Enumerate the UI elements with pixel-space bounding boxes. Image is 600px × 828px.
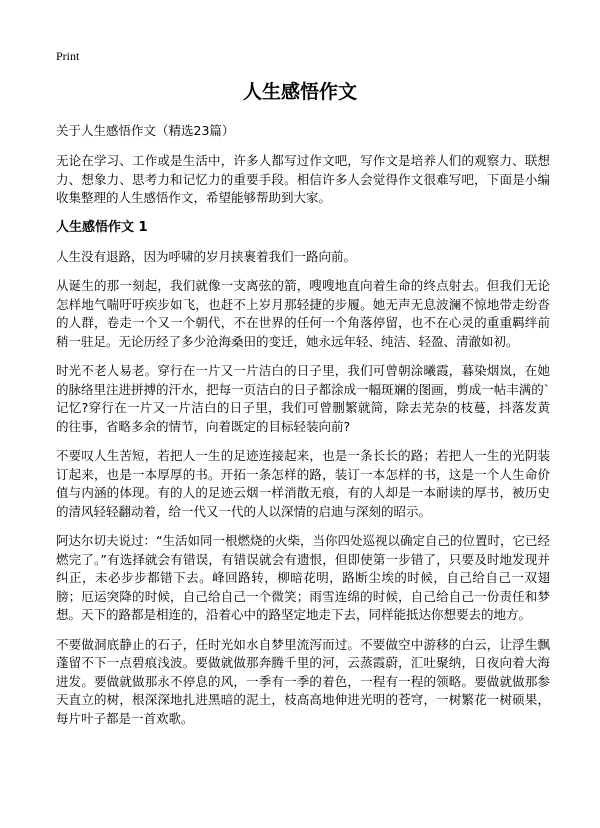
print-link[interactable]: Print [56, 49, 80, 63]
document-title: 人生感悟作文 [242, 81, 357, 103]
body-paragraph: 人生没有退路，因为呼啸的岁月挟裹着我们一路向前。 [56, 248, 357, 264]
document-body [56, 122, 550, 739]
body-paragraph: 从诞生的那一刻起，我们就像一支离弦的箭，嗖嗖地直向着生命的终点射去。但我们无论怎样地气喘吁吁疾步如飞，也赶不上岁月那轻捷的步履。她无声无息波澜不惊地带走纷沓的人群，卷走一个又一个朝代，不在世界的任何一个角落停留，也不在心灵的重重羁绊前稍一驻足。无论历经了多少沧海桑田的变迁，她永远年轻、纯洁、轻盈、清澈如初。 [56, 278, 550, 349]
intro-paragraph: 无论在学习、工作或是生活中，许多人都写过作文吧，写作文是培养人们的观察力、联想力、想象力、思考力和记忆力的重要手段。相信许多人会觉得作文很难写吧，下面是小编收集整理的人生感悟作文，希望能够帮助到大家。 [56, 153, 550, 205]
body-paragraph: 不要做洞底静止的石子，任时光如水自梦里流泻而过。不要做空中游移的白云，让浮生飘蓬留不下一点碧痕浅波。要做就做那奔腾千里的河，云蒸霞蔚，汇吐聚纳，日夜向着大海进发。要做就做那永不停息的风，一季有一季的着色，一程有一程的领略。要做就做那参天直立的树，根深深地扎进黑暗的泥土，枝高高地伸进光明的苍穹，一树繁花一树硕果，每片叶子都是一首欢歌。 [56, 636, 550, 726]
body-paragraph: 阿达尔切夫说过：“生活如同一根燃烧的火柴，当你四处巡视以确定自己的位置时，它已经燃完了。”有选择就会有错误，有错误就会有遗恨，但即使第一步错了，只要及时地发现并纠正，未必步步都错下去。峰回路转，柳暗花明，路断尘埃的时候，自己给自己一双翅膀；厄运突降的时候，自己给自己一个微笑；雨雪连绵的时候，自己给自己一份责任和梦想。天下的路都是相连的，沿着心中的路坚定地走下去，同样能抵达你想要去的地方。 [56, 533, 550, 622]
document-subtitle: 关于人生感悟作文（精选23篇） [56, 123, 235, 138]
section-heading: 人生感悟作文 1 [56, 219, 148, 235]
body-paragraph: 不要叹人生苦短，若把人一生的足迹连接起来，也是一条长长的路；若把人一生的光阴装订起来，也是一本厚厚的书。开拓一条怎样的路，装订一本怎样的书，这是一个人生命价值与内涵的体现。有的人的足迹云烟一样消散无痕，有的人却是一本耐读的厚书，被历史的清风轻轻翻动着，给一代又一代的人以深情的启迪与深刻的昭示。 [56, 448, 550, 519]
body-paragraph: 时光不老人易老。穿行在一片又一片洁白的日子里，我们可曾朝涂曦霞，暮染烟岚，在她的脉络里注进拼搏的汗水，把每一页洁白的日子都涂成一幅斑斓的图画，剪成一帖丰满的`记忆?穿行在一片又一片洁白的日子里，我们可曾删繁就简，除去芜杂的枝蔓，抖落发黄的往事，省略多余的情节，向着既定的目标轻装向前? [56, 363, 550, 434]
